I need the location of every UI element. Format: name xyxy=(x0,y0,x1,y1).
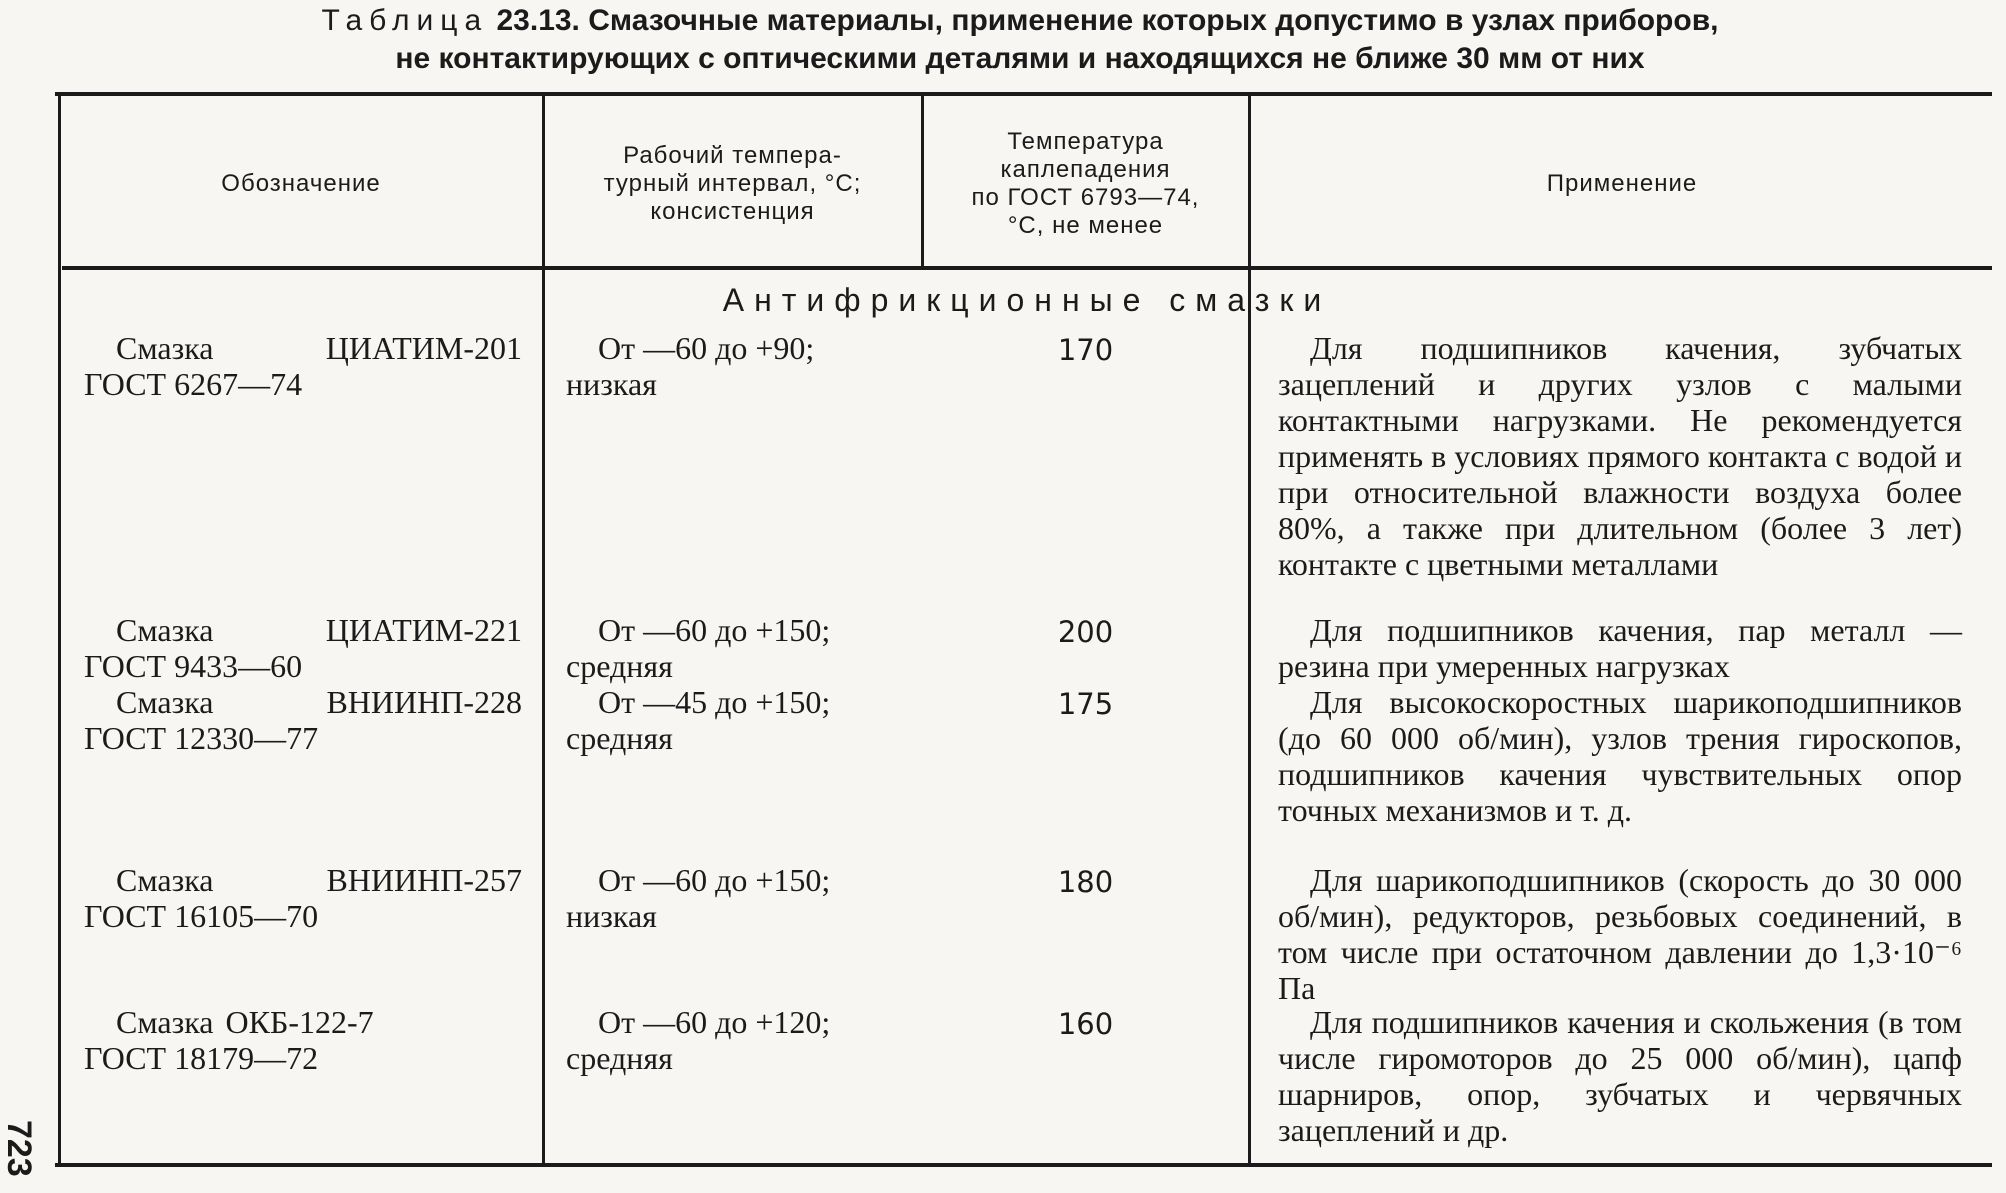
row-drop-point xyxy=(925,332,1246,368)
header-application-text: Применение xyxy=(1546,170,1698,197)
application-text: Для подшипников качения, пар металл — резина при умеренных нагрузках xyxy=(1278,612,1962,684)
row-drop-point xyxy=(925,686,1246,722)
row-application xyxy=(1278,612,1962,684)
row-temp-range xyxy=(566,684,916,756)
designation-prefix: Смазка xyxy=(116,612,214,648)
caption-line-2: не контактирующих с оптическими деталями и находящихся не ближе 30 мм от них xyxy=(395,42,1645,75)
row-application xyxy=(1278,862,1962,1006)
designation-prefix: Смазка xyxy=(116,684,214,720)
designation-code: ВНИИНП-257 xyxy=(326,862,522,898)
row-drop-point xyxy=(925,1006,1246,1042)
temp-range-text: От —60 до +90; xyxy=(598,330,815,366)
temp-range-text: От —60 до +150; xyxy=(598,612,831,648)
row-application xyxy=(1278,1004,1962,1148)
designation-code: ВНИИНП-228 xyxy=(326,684,522,720)
application-text: Для шарикоподшипников (скорость до 30 000 об/мин), редукторов, резьбовых соединений, в том числе при остаточном давлении до 1,3·10⁻⁶ Па xyxy=(1278,862,1962,1006)
drop-point-value: 170 xyxy=(1057,333,1114,367)
designation-prefix: Смазка xyxy=(116,1004,214,1040)
caption-line-1-text: 23.13. Смазочные материалы, применение которых допустимо в узлах приборов, xyxy=(496,4,1719,37)
row-application xyxy=(1278,330,1962,582)
consistency-text: средняя xyxy=(566,1040,673,1076)
column-divider-1 xyxy=(542,96,545,1164)
column-divider-2 xyxy=(921,96,924,268)
row-drop-point xyxy=(925,864,1246,900)
temp-range-text: От —45 до +150; xyxy=(598,684,831,720)
designation-gost: ГОСТ 9433—60 xyxy=(84,648,303,684)
table-caption xyxy=(60,2,1980,78)
table-header-rule xyxy=(62,266,1992,270)
row-temp-range xyxy=(566,330,916,402)
row-designation xyxy=(84,862,522,934)
column-divider-left xyxy=(58,96,61,1164)
designation-code: ЦИАТИМ-221 xyxy=(325,612,522,648)
row-designation xyxy=(84,330,522,402)
drop-point-value: 175 xyxy=(1057,687,1114,721)
designation-gost: ГОСТ 16105—70 xyxy=(84,898,319,934)
row-temp-range xyxy=(566,862,916,934)
consistency-text: низкая xyxy=(566,366,657,402)
designation-gost: ГОСТ 6267—74 xyxy=(84,366,303,402)
caption-lead: Таблица xyxy=(321,4,489,37)
header-designation xyxy=(62,104,540,264)
temp-range-text: От —60 до +120; xyxy=(598,1004,831,1040)
temp-range-text: От —60 до +150; xyxy=(598,862,831,898)
caption-line-1 xyxy=(60,2,1980,40)
column-divider-3 xyxy=(1248,96,1251,1164)
designation-gost: ГОСТ 18179—72 xyxy=(84,1040,319,1076)
header-designation-text: Обозначение xyxy=(221,170,381,197)
consistency-text: низкая xyxy=(566,898,657,934)
table-bottom-rule xyxy=(55,1163,1992,1167)
row-application xyxy=(1278,684,1962,828)
section-title: Антифрикционные смазки xyxy=(722,282,1332,318)
designation-prefix: Смазка xyxy=(116,330,214,366)
consistency-text: средняя xyxy=(566,720,673,756)
application-text: Для высокоскоростных шарикоподшипников (до 60 000 об/мин), узлов трения гироскопов, подшипников качения чувствительных опор точных механизмов и т. д. xyxy=(1278,684,1962,828)
designation-code: ЦИАТИМ-201 xyxy=(325,330,522,366)
header-application xyxy=(1252,104,1992,264)
drop-point-value: 180 xyxy=(1057,865,1114,899)
row-drop-point xyxy=(925,614,1246,650)
application-text: Для подшипников качения и скольжения (в том числе гиромоторов до 25 000 об/мин), цапф шарниров, опор, зубчатых и червячных зацеплений и др. xyxy=(1278,1004,1962,1148)
header-temp-range-text: Рабочий темпера- турный интервал, °С; консистенция xyxy=(603,142,862,225)
drop-point-value: 200 xyxy=(1057,615,1114,649)
row-designation xyxy=(84,612,522,684)
consistency-text: средняя xyxy=(566,648,673,684)
designation-code: ОКБ-122-7 xyxy=(225,1004,374,1040)
table-top-rule xyxy=(55,92,1992,96)
designation-gost: ГОСТ 12330—77 xyxy=(84,720,319,756)
row-temp-range xyxy=(566,612,916,684)
page-number: 723 xyxy=(0,1120,38,1177)
header-drop-point-text: Температура каплепадения по ГОСТ 6793—74, °С, не менее xyxy=(971,128,1200,239)
application-text: Для подшипников качения, зубчатых зацеплений и других узлов с малыми контактными нагрузками. Не рекомендуется применять в условиях прямого контакта с водой и при относительной влажности воздуха более 80%, а также при длительном (более 3 лет) контакте с цветными металлами xyxy=(1278,330,1962,582)
row-temp-range xyxy=(566,1004,916,1076)
row-designation xyxy=(84,684,522,756)
designation-prefix: Смазка xyxy=(116,862,214,898)
drop-point-value: 160 xyxy=(1057,1007,1114,1041)
row-designation xyxy=(84,1004,522,1076)
header-temp-range xyxy=(546,104,919,264)
header-drop-point xyxy=(925,104,1246,264)
